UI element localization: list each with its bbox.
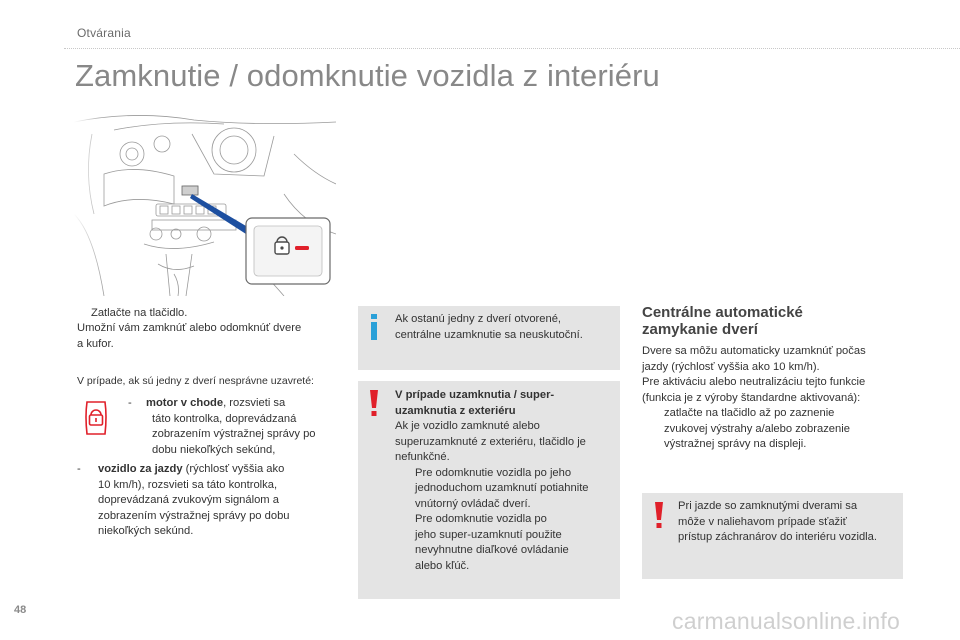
paragraph-line: jazdy (rýchlosť vyššia ako 10 km/h).	[642, 360, 820, 373]
door-lock-warning-icon	[81, 396, 111, 438]
list-item-line: doprevádzaná zvukovým signálom a	[98, 494, 279, 506]
step-desc-line: a kufor.	[77, 337, 114, 350]
list-item-line: zobrazením výstražnej správy po dobu	[98, 509, 290, 522]
warning-bullet-text: jeho super-uzamknutí použite	[415, 528, 562, 541]
list-dash: -	[128, 397, 132, 409]
warning-icon	[368, 390, 380, 418]
auto-lock-description	[642, 344, 907, 453]
section-label: Otvárania	[77, 26, 131, 40]
list-item-line: dobu niekoľkých sekúnd,	[152, 443, 276, 456]
list-item-line: 10 km/h), rozsvieti sa táto kontrolka,	[98, 478, 278, 491]
warning-heading: V prípade uzamknutia / super-	[395, 389, 555, 401]
list-item-bold: motor v chode	[146, 397, 224, 409]
paragraph-line: Dvere sa môžu automaticky uzamknúť počas	[642, 345, 866, 357]
warning-bullet-text: vnútorný ovládač dverí.	[415, 497, 531, 510]
list-dash: -	[77, 463, 81, 475]
warning-bullet-text: jednoduchom uzamknutí potiahnite	[415, 482, 589, 494]
warning-line: superuzamknuté z exteriéru, tlačidlo je	[395, 435, 586, 448]
warning-line: nefunkčné.	[395, 451, 450, 463]
warning-bullet-text: nevyhnutne diaľkové ovládanie	[415, 544, 569, 556]
list-item-bold: vozidlo za jazdy	[98, 463, 183, 475]
warning-line: Pri jazde so zamknutými dverami sa	[678, 500, 858, 512]
step-desc-line: Umožní vám zamknúť alebo odomknúť dvere	[77, 322, 302, 334]
warning-icon	[653, 502, 665, 530]
bullet-text: zvukovej výstrahy a/alebo zobrazenie	[664, 422, 850, 435]
list-item-line: zobrazením výstražnej správy po	[152, 428, 316, 440]
list-item-engine-running	[128, 396, 348, 458]
warning-line: Ak je vozidlo zamknuté alebo	[395, 420, 540, 432]
warning-bullet-text: alebo kľúč.	[415, 559, 470, 572]
warning-box-emergency	[642, 493, 903, 579]
bullet-text: výstražnej správy na displeji.	[664, 438, 807, 450]
info-line: centrálne uzamknutie sa neuskutoční.	[395, 328, 583, 341]
paragraph-line: Pre aktiváciu alebo neutralizáciu tejto funkcie	[642, 376, 866, 388]
step-instruction	[77, 306, 347, 322]
list-item-text: , rozsvieti sa	[223, 397, 286, 409]
info-line: Ak ostanú jedny z dverí otvorené,	[395, 313, 562, 325]
watermark: carmanualsonline.info	[672, 608, 900, 634]
step-text: Zatlačte na tlačidlo.	[91, 307, 188, 319]
case-intro: V prípade, ak sú jedny z dverí nesprávne uzavreté:	[77, 375, 314, 387]
section-heading	[642, 304, 902, 338]
warning-bullet-text: Pre odomknutie vozidla po	[415, 513, 547, 525]
warning-line: môže v naliehavom prípade sťažiť	[678, 515, 847, 528]
page-number: 48	[14, 604, 27, 616]
warning-line: prístup záchranárov do interiéru vozidla.	[678, 531, 877, 543]
section-heading-line: Centrálne automatické	[642, 304, 803, 321]
step-description	[77, 321, 352, 352]
section-heading-line: zamykanie dverí	[642, 321, 758, 338]
bullet-text: zatlačte na tlačidlo až po zaznenie	[664, 407, 835, 419]
dashboard-illustration	[74, 114, 336, 296]
info-icon	[367, 314, 381, 340]
warning-heading: uzamknutia z exteriéru	[395, 404, 516, 417]
header-divider	[64, 48, 960, 49]
info-box	[358, 306, 620, 370]
list-item-line: niekoľkých sekúnd.	[98, 525, 194, 537]
paragraph-line: (funkcia je z výroby štandardne aktivovaná):	[642, 391, 861, 404]
list-item-vehicle-moving	[77, 462, 347, 540]
warning-box	[358, 381, 620, 599]
list-item-line: táto kontrolka, doprevádzaná	[152, 412, 297, 425]
page-title: Zamknutie / odomknutie vozidla z interiéru	[75, 58, 660, 93]
list-item-text: (rýchlosť vyššia ako	[182, 463, 285, 475]
warning-bullet-text: Pre odomknutie vozidla po jeho	[415, 466, 572, 479]
